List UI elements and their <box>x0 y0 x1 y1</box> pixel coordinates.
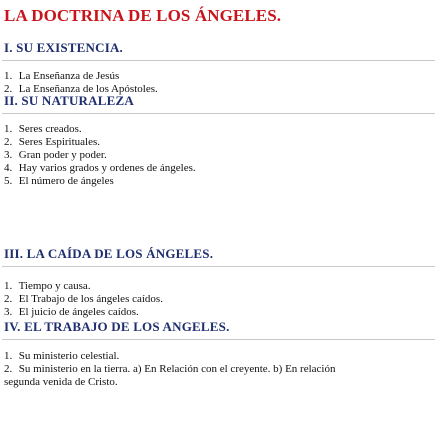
list-item: 3. Gran poder y poder. <box>4 149 107 161</box>
section-heading-caida: III. LA CAÍDA DE LOS ÁNGELES. <box>4 246 214 261</box>
list-item: 1. La Enseñanza de Jesús <box>4 70 120 82</box>
section-heading-existencia: I. SU EXISTENCIA. <box>4 40 123 55</box>
list-item: 1. Seres creados. <box>4 123 82 135</box>
section-divider <box>2 113 435 114</box>
list-item: 5. El número de ángeles <box>4 175 114 187</box>
list-item: 1. Tiempo y causa. <box>4 280 91 292</box>
list-item-continuation: segunda venida de Cristo. <box>4 376 118 388</box>
list-item: 2. Seres Espirituales. <box>4 136 101 148</box>
section-heading-trabajo: IV. EL TRABAJO DE LOS ANGELES. <box>4 319 230 334</box>
list-item: 4. Hay varios grados y ordenes de ángeles. <box>4 162 196 174</box>
list-item: 2. El Trabajo de los ángeles caídos. <box>4 293 163 305</box>
section-heading-naturaleza: II. SU NATURALEZA <box>4 93 134 108</box>
list-item: 3. El juicio de ángeles caídos. <box>4 306 139 318</box>
section-list-caida <box>4 280 163 319</box>
document-title: LA DOCTRINA DE LOS ÁNGELES. <box>4 6 282 25</box>
list-item: 2. Su ministerio en la tierra. a) En Relación con el creyente. b) En relación <box>4 363 336 375</box>
list-item: 2. La Enseñanza de los Apóstoles. <box>4 83 158 95</box>
section-divider <box>2 339 435 340</box>
list-item: 1. Su ministerio celestial. <box>4 350 120 362</box>
section-list-trabajo <box>4 350 335 389</box>
section-divider <box>2 266 435 267</box>
section-divider <box>2 60 435 61</box>
section-list-naturaleza <box>4 123 196 188</box>
